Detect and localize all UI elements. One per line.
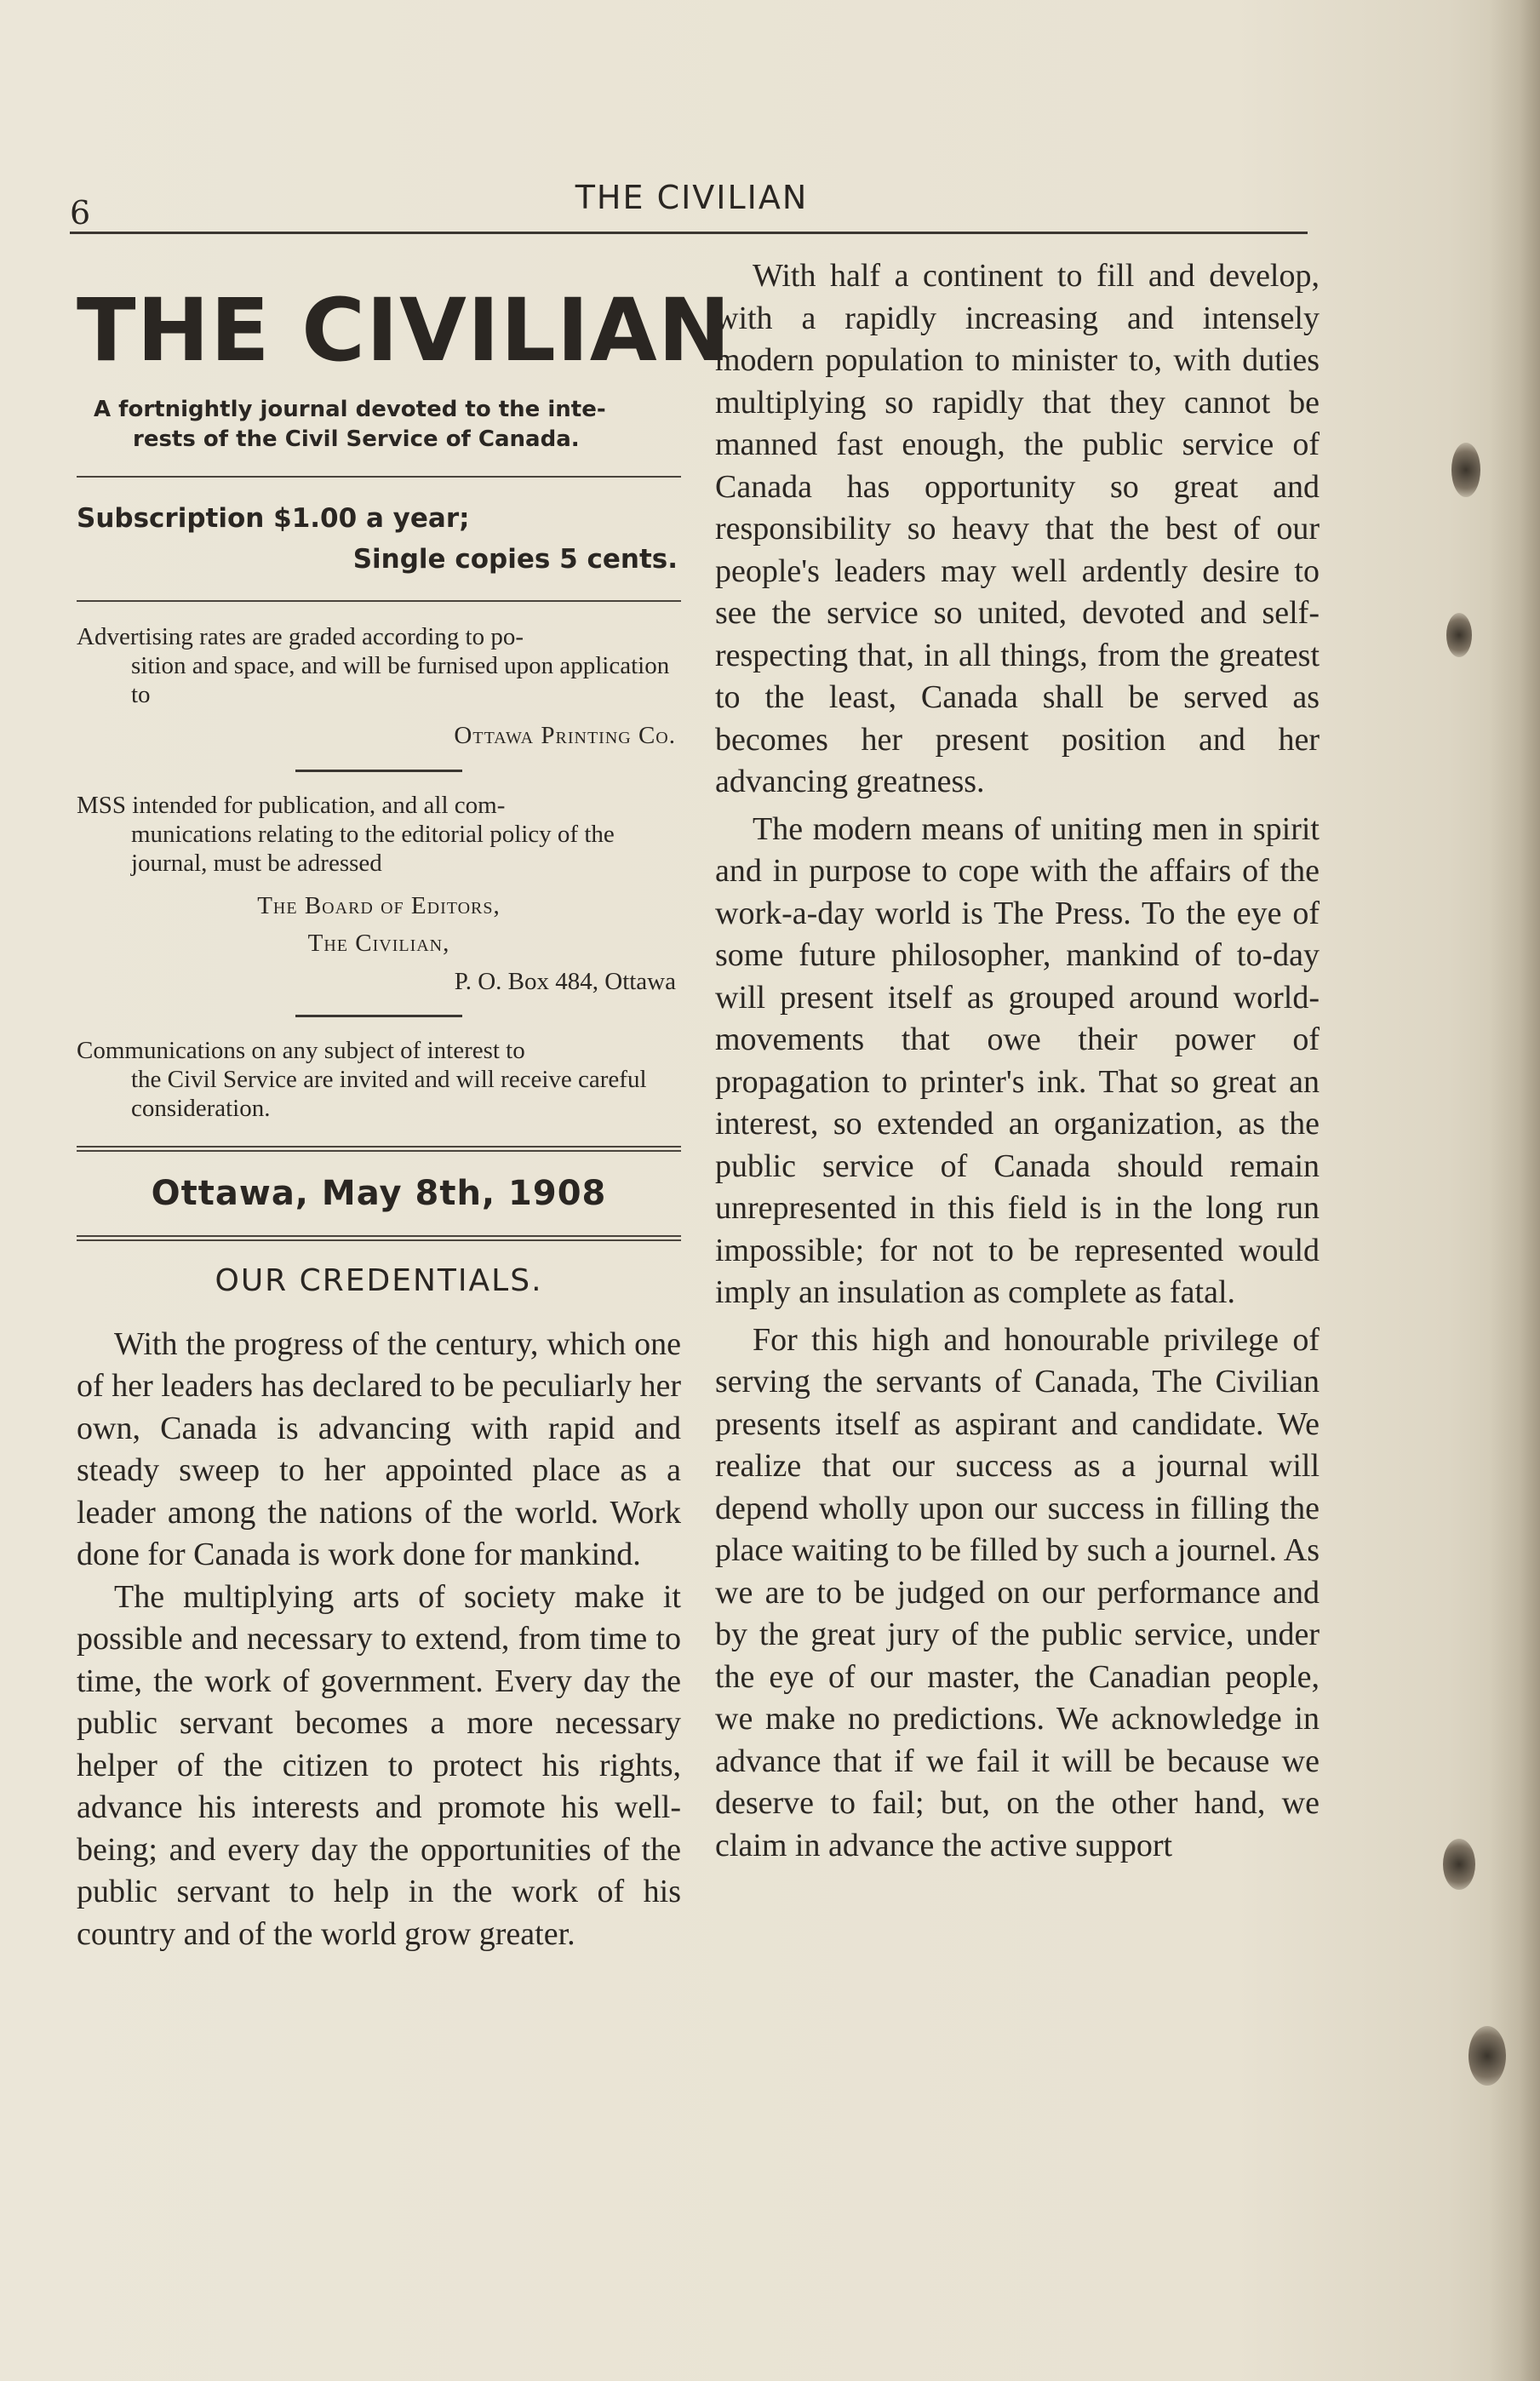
left-column <box>77 255 732 1955</box>
double-divider <box>77 1146 681 1152</box>
article-paragraph: With the progress of the century, which one of her leaders has declared to be peculiarly her own, Canada is advancing with rapid and steady sweep to her appointed place as a leader among the nations of the world. Work done for Canada is work done for mankind. <box>77 1325 681 1573</box>
short-divider <box>295 770 462 772</box>
right-column <box>715 255 1320 1867</box>
advertising-text-1: Advertising rates are graded according to po- <box>77 622 524 650</box>
subscription-yearly: Subscription $1.00 a year; <box>77 502 470 534</box>
advertising-text-2: sition and space, and will be furnised upon application to <box>131 651 670 709</box>
header-rule <box>70 232 1308 234</box>
binding-hole-mark <box>1451 443 1480 497</box>
dateline: Ottawa, May 8th, 1908 <box>151 1173 607 1213</box>
running-head: THE CIVILIAN <box>575 179 809 216</box>
short-divider <box>295 1015 462 1017</box>
masthead-title: THE CIVILIAN <box>77 280 732 381</box>
subscription-box <box>77 498 681 580</box>
article-title: OUR CREDENTIALS. <box>215 1262 543 1298</box>
article-paragraph: The multiplying arts of society make it possible and necessary to extend, from time to time, the work of government. Every day the public servant becomes a more necessary helper of the citizen to protect his rights, advance his interests and promote his well-being; and every day the opportunities of the public servant to help in the work of his country and of the world grow greater. <box>77 1578 681 1952</box>
double-divider <box>77 1235 681 1241</box>
tagline-line-2: rests of the Civil Service of Canada. <box>133 426 580 453</box>
page-edge-shadow <box>1489 0 1540 2381</box>
article-right-text <box>715 255 1320 1867</box>
subscription-single: Single copies 5 cents. <box>352 543 678 575</box>
mss-addressee: The Board of Editors, <box>257 892 501 920</box>
communications-text-2: the Civil Service are invited and will receive careful consideration. <box>131 1066 647 1123</box>
mss-text-1: MSS intended for publication, and all com- <box>77 791 506 819</box>
advertising-notice <box>77 622 681 751</box>
divider <box>77 600 681 602</box>
divider <box>77 476 681 478</box>
article-paragraph: With half a continent to fill and develop, with a rapidly increasing and intensely modern population to minister to, with duties multiplying so rapidly that they cannot be manned fast enough, the public service of Canada has opportunity so great and responsibility so heavy that the best of our people's leaders may well ardently desire to see the service so united, devoted and self-respecting that, in all things, from the greatest to the least, Canada shall be served as becomes her present position and her advancing greatness. <box>715 258 1320 799</box>
communications-text-1: Communications on any subject of interest to <box>77 1036 525 1064</box>
article-left-text <box>77 1324 681 1956</box>
binding-hole-mark <box>1446 613 1472 657</box>
mss-box: P. O. Box 484, Ottawa <box>454 967 676 995</box>
tagline-line-1: A fortnightly journal devoted to the inte- <box>94 397 606 423</box>
advertising-publisher: Ottawa Printing Co. <box>454 722 676 750</box>
mss-journal: The Civilian, <box>307 930 450 958</box>
binding-hole-mark <box>1443 1839 1475 1890</box>
page-number: 6 <box>70 194 91 232</box>
mss-text-2: munications relating to the editorial policy of the journal, must be adressed <box>131 820 615 877</box>
article-paragraph: For this high and honourable privilege of serving the servants of Canada, The Civilian presents itself as aspirant and candidate. We realize that our success as a journal will depend wholly upon our success in filling the place waiting to be filled by such a journel. As we are to be judged on our performance and by the great jury of the public service, under the eye of our master, the Canadian people, we make no predictions. We acknowledge in advance that if we fail it will be because we deserve to fail; but, on the other hand, we claim in advance the active support <box>715 1321 1320 1863</box>
communications-notice <box>77 1036 681 1124</box>
masthead-tagline <box>77 395 681 455</box>
binding-hole-mark <box>1468 2026 1506 2086</box>
article-paragraph: The modern means of uniting men in spirit and in purpose to cope with the affairs of the work-a-day world is The Press. To the eye of some future philosopher, mankind of to-day will present itself as grouped around world-movements that owe their power of propagation to printer's ink. That so great an interest, so extended an organization, as the public service of Canada should remain unrepresented in this field is in the long run impossible; for not to be represented would imply an insulation as complete as fatal. <box>715 810 1320 1310</box>
mss-notice <box>77 791 681 996</box>
